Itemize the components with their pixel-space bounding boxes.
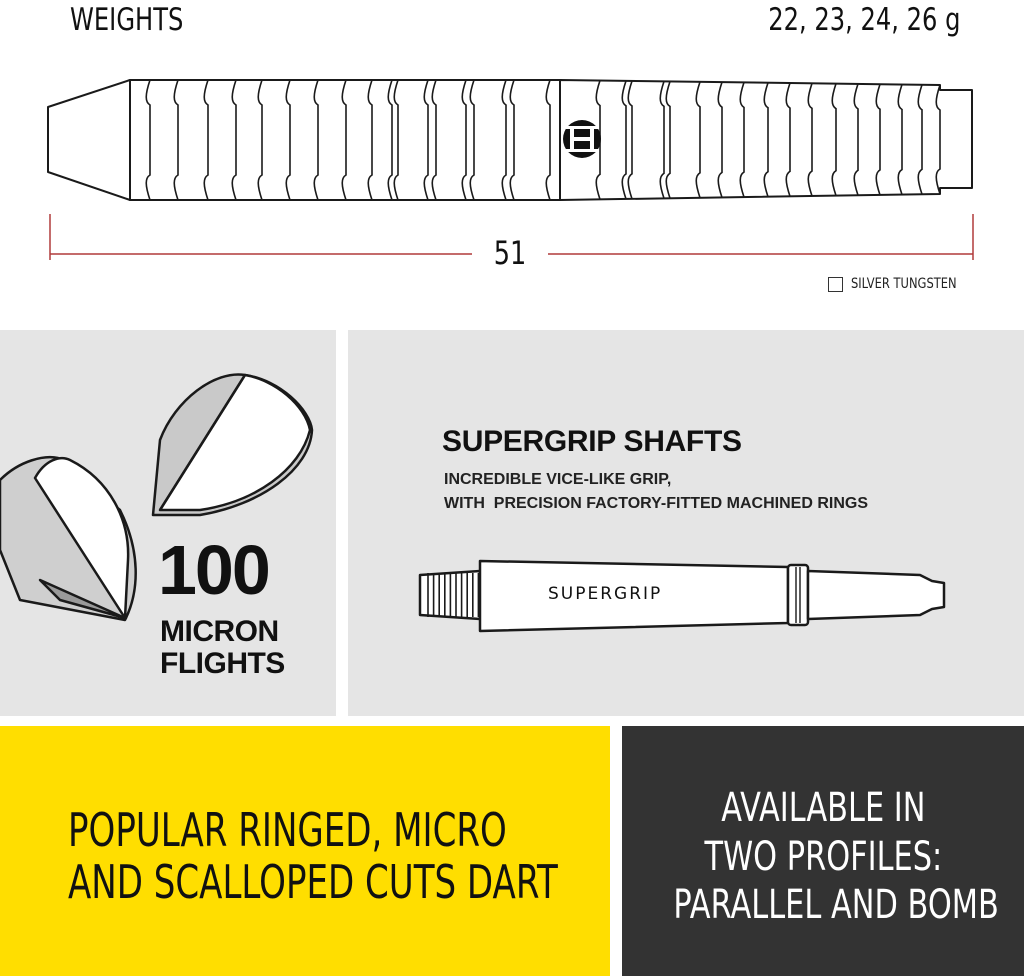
dart-barrel-drawing — [0, 60, 1024, 260]
shafts-subtitle-line2: WITH PRECISION FACTORY-FITTED MACHINED RINGS — [444, 495, 869, 512]
shafts-subtitle-line1: INCREDIBLE VICE-LIKE GRIP, — [444, 471, 672, 488]
harrows-h-logo-icon — [563, 120, 601, 158]
shaft-illustration — [410, 553, 950, 643]
length-value: 51 — [493, 234, 527, 272]
material-legend — [828, 276, 980, 292]
shafts-panel — [348, 330, 1024, 716]
flights-micron-number: 100 — [158, 531, 269, 609]
barrel-point-end — [48, 80, 130, 200]
flights-micron-label: MICRON — [160, 615, 279, 648]
profiles-line2-text: TWO PROFILES: — [704, 834, 942, 880]
cuts-line1: POPULAR RINGED, MICRO — [68, 803, 507, 857]
profiles-line1 — [622, 785, 1024, 831]
barrel-body — [130, 80, 560, 200]
shafts-title: SUPERGRIP SHAFTS — [442, 425, 742, 458]
profiles-line3 — [622, 882, 1024, 928]
weights-values: 22, 23, 24, 26 g — [767, 2, 960, 38]
flight-front-icon — [0, 457, 136, 620]
profiles-line3-text: PARALLEL AND BOMB — [673, 882, 999, 928]
material-label: SILVER TUNGSTEN — [851, 276, 957, 292]
flight-back-icon — [153, 374, 312, 515]
shaft-brand-text: SUPERGRIP — [548, 584, 663, 604]
shaft-top — [808, 571, 944, 619]
shaft-ring — [788, 565, 808, 625]
barrel-spec-section — [0, 0, 1024, 322]
material-swatch — [828, 277, 843, 292]
cuts-line2: AND SCALLOPED CUTS DART — [68, 855, 558, 909]
flights-type-label: FLIGHTS — [160, 647, 285, 680]
profiles-line1-text: AVAILABLE IN — [720, 785, 926, 831]
weights-label: WEIGHTS — [70, 2, 184, 38]
profiles-line2 — [622, 834, 1024, 880]
